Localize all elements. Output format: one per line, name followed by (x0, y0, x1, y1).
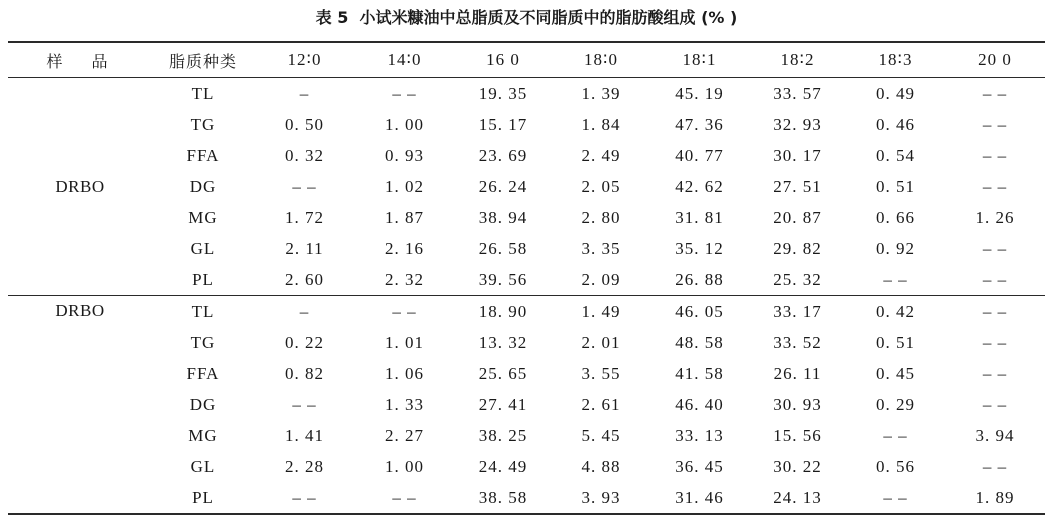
value-cell: 1. 06 (385, 363, 424, 383)
value-cell: – – (982, 394, 1008, 414)
value-cell: 0. 66 (876, 207, 915, 227)
value-cell: 2. 28 (285, 456, 324, 476)
value-cell: 24. 49 (478, 456, 528, 476)
value-cell: 27. 41 (478, 394, 528, 414)
value-cell: 33. 17 (773, 301, 822, 321)
value-cell: 2. 32 (385, 269, 424, 289)
sample-cell: DRBO (55, 176, 105, 196)
lipid-type-cell: GL (190, 456, 216, 476)
value-cell: 2. 01 (581, 332, 621, 352)
header-fatty-acid-14-0: 14∶0 (387, 50, 422, 69)
value-cell: – – (292, 487, 317, 507)
value-cell: – – (883, 487, 908, 507)
header-fatty-acid-18-1: 18∶1 (682, 50, 717, 69)
table-row (8, 171, 1045, 202)
table-row (8, 389, 1045, 420)
value-cell: 15. 17 (478, 114, 528, 134)
value-cell: 2. 16 (385, 238, 424, 258)
value-cell: 33. 52 (773, 332, 822, 352)
header-fatty-acid-18-2: 18∶2 (780, 50, 815, 69)
value-cell: 2. 60 (285, 269, 324, 289)
lipid-type-cell: FFA (186, 145, 220, 165)
value-cell: 33. 13 (675, 425, 724, 445)
value-cell: – – (982, 363, 1008, 383)
value-cell: 2. 61 (581, 394, 621, 414)
lipid-type-cell: PL (192, 269, 214, 289)
table-row (8, 202, 1045, 233)
value-cell: 1. 89 (975, 487, 1015, 507)
value-cell: 0. 51 (876, 332, 915, 352)
value-cell: 19. 35 (478, 83, 528, 103)
value-cell: 1. 39 (581, 83, 621, 103)
value-cell: 1. 49 (581, 301, 621, 321)
value-cell: – – (392, 487, 417, 507)
value-cell: 26. 24 (478, 176, 528, 196)
value-cell: 38. 94 (478, 207, 528, 227)
value-cell: 0. 54 (876, 145, 915, 165)
value-cell: 3. 35 (581, 238, 621, 258)
value-cell: 25. 65 (478, 363, 528, 383)
value-cell: – – (982, 332, 1008, 352)
value-cell: – – (982, 114, 1008, 134)
value-cell: 1. 72 (285, 207, 324, 227)
lipid-type-cell: TL (191, 83, 215, 103)
value-cell: 30. 17 (773, 145, 822, 165)
table-row (8, 358, 1045, 389)
value-cell: 3. 55 (581, 363, 621, 383)
value-cell: – – (982, 145, 1008, 165)
value-cell: 0. 32 (285, 145, 324, 165)
value-cell: – – (292, 176, 317, 196)
value-cell: 45. 19 (675, 83, 724, 103)
value-cell: 30. 93 (773, 394, 822, 414)
value-cell: 1. 84 (581, 114, 621, 134)
table-group-2 (8, 296, 1045, 515)
value-cell: 1. 00 (385, 114, 424, 134)
value-cell: – – (392, 83, 417, 103)
lipid-type-cell: FFA (186, 363, 220, 383)
value-cell: 2. 05 (581, 176, 621, 196)
value-cell: 5. 45 (581, 425, 621, 445)
value-cell: 38. 25 (478, 425, 528, 445)
value-cell: 0. 49 (876, 83, 915, 103)
header-row (8, 42, 1045, 78)
value-cell: 0. 45 (876, 363, 915, 383)
value-cell: 33. 57 (773, 83, 822, 103)
lipid-type-cell: DG (189, 394, 217, 414)
value-cell: 20. 87 (773, 207, 822, 227)
value-cell: 0. 22 (285, 332, 324, 352)
header-fatty-acid-16-0: 16 0 (486, 50, 520, 69)
value-cell: – – (982, 83, 1008, 103)
table-group-1 (8, 78, 1045, 296)
value-cell: 1. 87 (385, 207, 424, 227)
value-cell: 25. 32 (773, 269, 822, 289)
value-cell: – – (982, 176, 1008, 196)
value-cell: 2. 49 (581, 145, 621, 165)
value-cell: 3. 93 (581, 487, 621, 507)
table-title: 表 5 小试米糠油中总脂质及不同脂质中的脂肪酸组成 (% ) (315, 8, 738, 27)
value-cell: 3. 94 (975, 425, 1015, 445)
value-cell: 0. 42 (876, 301, 915, 321)
value-cell: 0. 51 (876, 176, 915, 196)
value-cell: 29. 82 (773, 238, 822, 258)
value-cell: 47. 36 (675, 114, 724, 134)
value-cell: 1. 00 (385, 456, 424, 476)
value-cell: 32. 93 (773, 114, 822, 134)
value-cell: 31. 46 (675, 487, 724, 507)
lipid-type-cell: TL (191, 301, 215, 321)
lipid-type-cell: MG (188, 207, 218, 227)
value-cell: – – (883, 269, 908, 289)
value-cell: 39. 56 (478, 269, 528, 289)
table-header (8, 42, 1045, 78)
value-cell: 15. 56 (773, 425, 822, 445)
value-cell: 27. 51 (773, 176, 822, 196)
value-cell: 40. 77 (675, 145, 724, 165)
value-cell: 23. 69 (478, 145, 528, 165)
value-cell: 18. 90 (478, 301, 528, 321)
table-row (8, 109, 1045, 140)
value-cell: 0. 50 (285, 114, 324, 134)
value-cell: 2. 27 (385, 425, 424, 445)
value-cell: 4. 88 (581, 456, 621, 476)
lipid-type-cell: TG (190, 332, 216, 352)
value-cell: 35. 12 (675, 238, 724, 258)
value-cell: – – (982, 269, 1008, 289)
lipid-type-cell: GL (190, 238, 216, 258)
value-cell: – – (982, 456, 1008, 476)
value-cell: – (299, 301, 310, 321)
header-lipid-type: 脂质种类 (168, 51, 237, 71)
table-row (8, 296, 1045, 328)
table-row (8, 264, 1045, 296)
value-cell: – – (883, 425, 908, 445)
value-cell: 0. 56 (876, 456, 915, 476)
value-cell: – – (982, 238, 1008, 258)
value-cell: 38. 58 (478, 487, 528, 507)
value-cell: 31. 81 (675, 207, 724, 227)
value-cell: 1. 33 (385, 394, 424, 414)
value-cell: 46. 05 (675, 301, 724, 321)
value-cell: 2. 11 (285, 238, 324, 258)
value-cell: 30. 22 (773, 456, 822, 476)
value-cell: 46. 40 (675, 394, 724, 414)
value-cell: 1. 26 (975, 207, 1015, 227)
value-cell: – (299, 83, 310, 103)
value-cell: 26. 11 (773, 363, 822, 383)
table-row (8, 482, 1045, 514)
value-cell: 1. 02 (385, 176, 424, 196)
table-row (8, 233, 1045, 264)
value-cell: 0. 82 (285, 363, 324, 383)
value-cell: 13. 32 (478, 332, 528, 352)
table-row (8, 451, 1045, 482)
table-row (8, 140, 1045, 171)
fatty-acid-table (8, 41, 1045, 515)
value-cell: 0. 29 (876, 394, 915, 414)
value-cell: 26. 88 (675, 269, 724, 289)
value-cell: – – (982, 301, 1008, 321)
sample-cell: DRBO (55, 301, 105, 320)
header-fatty-acid-18-3: 18∶3 (878, 50, 913, 69)
value-cell: – – (292, 394, 317, 414)
value-cell: 36. 45 (675, 456, 724, 476)
lipid-type-cell: TG (190, 114, 216, 134)
value-cell: 0. 92 (876, 238, 915, 258)
value-cell: 0. 93 (385, 145, 424, 165)
value-cell: 2. 80 (581, 207, 621, 227)
value-cell: 1. 01 (385, 332, 424, 352)
value-cell: 2. 09 (581, 269, 621, 289)
table-row (8, 420, 1045, 451)
lipid-type-cell: MG (188, 425, 218, 445)
value-cell: – – (392, 301, 417, 321)
header-sample: 样 品 (46, 51, 120, 71)
value-cell: 0. 46 (876, 114, 915, 134)
header-fatty-acid-20-0: 20 0 (978, 50, 1012, 69)
value-cell: 26. 58 (478, 238, 528, 258)
value-cell: 1. 41 (285, 425, 324, 445)
value-cell: 42. 62 (675, 176, 724, 196)
value-cell: 48. 58 (675, 332, 724, 352)
header-fatty-acid-18-0: 18∶0 (584, 50, 618, 69)
value-cell: 24. 13 (773, 487, 822, 507)
table-row (8, 327, 1045, 358)
lipid-type-cell: PL (192, 487, 214, 507)
header-fatty-acid-12-0: 12∶0 (287, 50, 322, 69)
lipid-type-cell: DG (189, 176, 217, 196)
table-row (8, 78, 1045, 110)
value-cell: 41. 58 (675, 363, 724, 383)
